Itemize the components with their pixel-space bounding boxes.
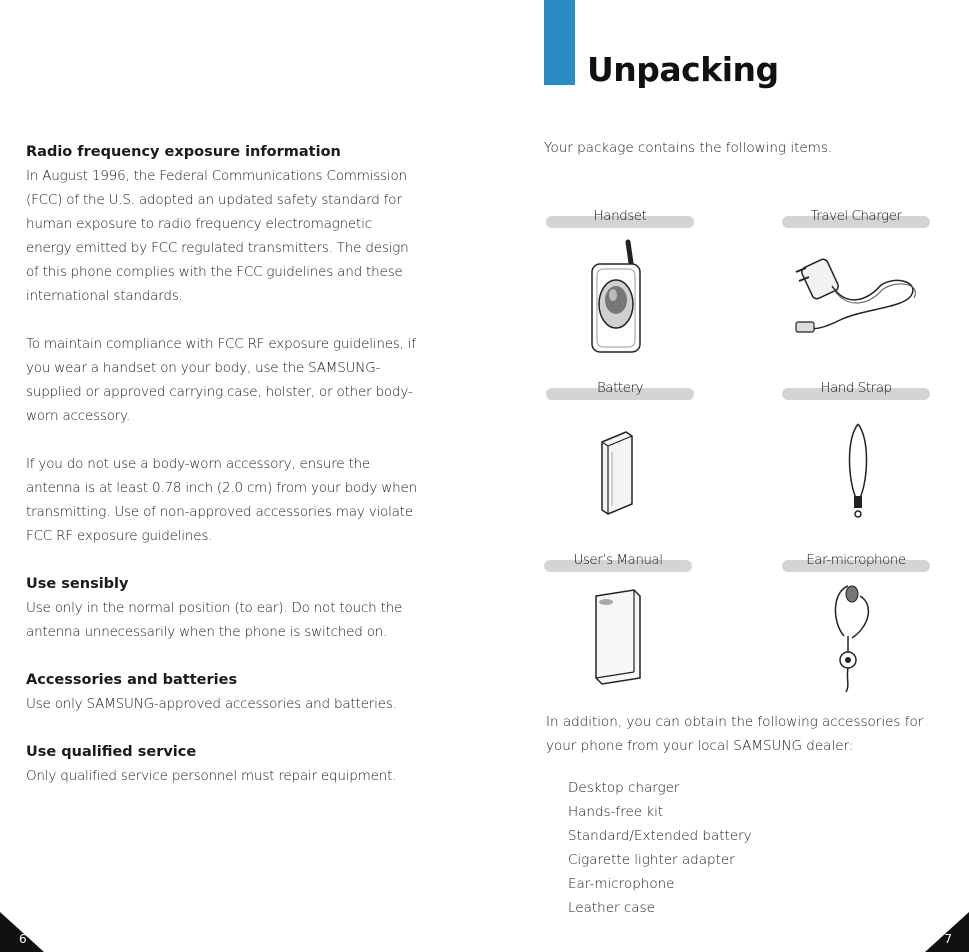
use-sensibly-section [26, 572, 421, 644]
accessories-batteries-section [26, 668, 421, 716]
list-item: Standard/Extended battery [568, 828, 752, 844]
list-item: Ear-microphone [568, 876, 675, 892]
rf-exposure-section [26, 140, 421, 548]
page-title: Unpacking [587, 50, 779, 89]
list-item: Hands-free kit [568, 804, 664, 820]
list-item: Desktop charger [568, 780, 680, 796]
list-item: Leather case [568, 900, 655, 916]
hand-strap-illustration [838, 420, 878, 520]
item-label: User’s Manual [573, 552, 663, 568]
title-accent-bar [544, 0, 575, 85]
left-page [0, 0, 484, 952]
paragraph: If you do not use a body-worn accessory, ensure the antenna is at least 0.78 inch (2.0 cm) from your body when transmitting. Use of non-approved accessories may violate FCC RF exposure guidelines. [26, 456, 417, 544]
paragraph: Use only SAMSUNG-approved accessories and batteries. [26, 696, 397, 712]
paragraph: Only qualified service personnel must repair equipment. [26, 768, 397, 784]
qualified-service-section [26, 740, 421, 788]
section-heading: Use sensibly [26, 576, 129, 592]
page-number: 7 [944, 932, 952, 946]
additional-accessories-text: In addition, you can obtain the following accessories for your phone from your local SAMSUNG dealer: [546, 714, 924, 754]
safety-text [26, 140, 421, 812]
right-page [484, 0, 969, 952]
item-label: Handset [593, 208, 647, 224]
item-label: Travel Charger [810, 208, 902, 224]
users-manual-illustration [588, 586, 648, 686]
section-heading: Radio frequency exposure information [26, 144, 341, 160]
section-heading: Accessories and batteries [26, 672, 238, 688]
accessories-list [568, 776, 752, 920]
section-heading: Use qualified service [26, 744, 197, 760]
item-label: Hand Strap [820, 380, 892, 396]
item-label: Ear-microphone [806, 552, 906, 568]
page-number: 6 [19, 932, 27, 946]
travel-charger-illustration [788, 250, 928, 340]
paragraph: In August 1996, the Federal Communications Commission (FCC) of the U.S. adopted an updated safety standard for human exposure to radio frequency electromagnetic energy emitted by FCC regulated transmitters. The design of this phone complies with the FCC guidelines and these international standards. [26, 168, 409, 304]
battery-illustration [592, 428, 652, 523]
handset-illustration [586, 238, 646, 353]
ear-microphone-illustration [826, 582, 886, 697]
paragraph: Use only in the normal position (to ear). Do not touch the antenna unnecessarily when the phone is switched on. [26, 600, 403, 640]
paragraph: To maintain compliance with FCC RF exposure guidelines, if you wear a handset on your body, use the SAMSUNG-supplied or approved carrying case, holster, or other body-worn accessory. [26, 336, 416, 424]
item-label: Battery [596, 380, 644, 396]
list-item: Cigarette lighter adapter [568, 852, 735, 868]
intro-text: Your package contains the following items. [544, 140, 833, 156]
